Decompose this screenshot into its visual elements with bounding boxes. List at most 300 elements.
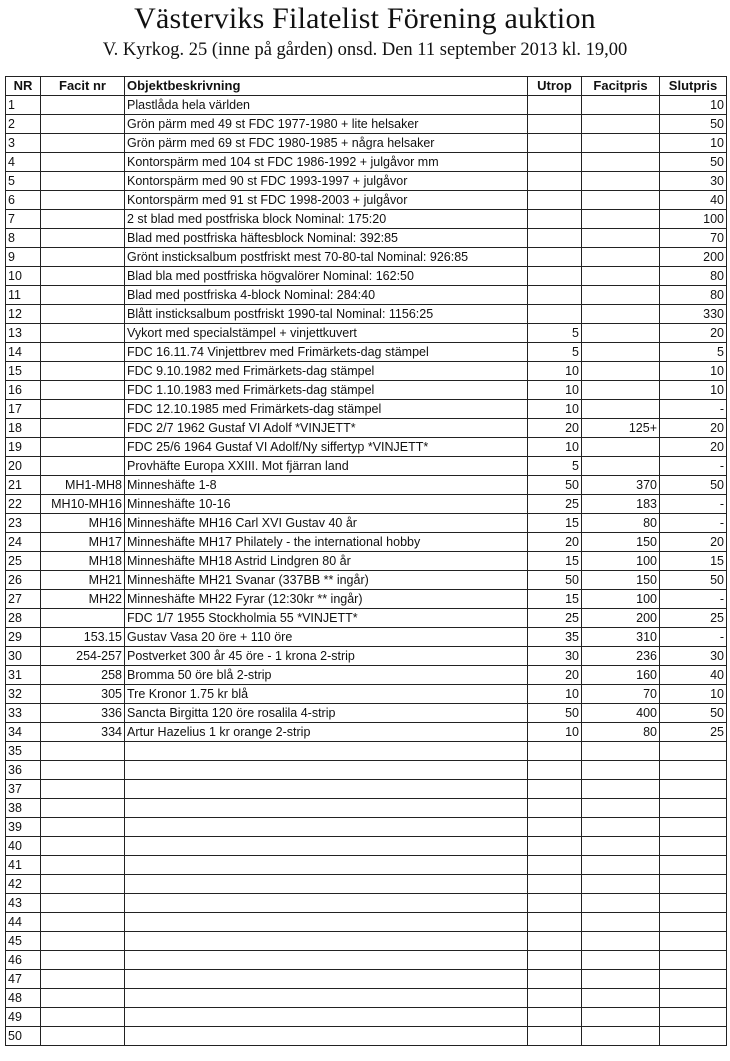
table-row — [6, 780, 727, 799]
cell-facitpris — [582, 799, 660, 818]
cell-objektbeskrivning: Tre Kronor 1.75 kr blå — [125, 685, 528, 704]
table-row — [6, 381, 727, 400]
cell-facitpris — [582, 362, 660, 381]
cell-utrop — [528, 951, 582, 970]
cell-slutpris — [660, 1008, 727, 1027]
cell-slutpris: - — [660, 495, 727, 514]
cell-objektbeskrivning — [125, 742, 528, 761]
cell-nr: 43 — [6, 894, 41, 913]
column-header-facit-nr: Facit nr — [41, 77, 125, 96]
cell-slutpris: 25 — [660, 609, 727, 628]
cell-facit-nr — [41, 419, 125, 438]
cell-utrop: 10 — [528, 362, 582, 381]
cell-slutpris: 80 — [660, 286, 727, 305]
cell-utrop — [528, 115, 582, 134]
cell-facitpris — [582, 742, 660, 761]
cell-facitpris — [582, 286, 660, 305]
cell-nr: 40 — [6, 837, 41, 856]
cell-utrop: 25 — [528, 495, 582, 514]
cell-objektbeskrivning: FDC 1/7 1955 Stockholmia 55 *VINJETT* — [125, 609, 528, 628]
cell-facitpris — [582, 172, 660, 191]
table-row — [6, 723, 727, 742]
cell-slutpris: 20 — [660, 438, 727, 457]
cell-nr: 6 — [6, 191, 41, 210]
table-row — [6, 628, 727, 647]
cell-nr: 31 — [6, 666, 41, 685]
cell-facitpris — [582, 1008, 660, 1027]
cell-facit-nr — [41, 438, 125, 457]
cell-slutpris: 5 — [660, 343, 727, 362]
cell-slutpris: 40 — [660, 666, 727, 685]
cell-slutpris: 330 — [660, 305, 727, 324]
table-row — [6, 685, 727, 704]
cell-facitpris — [582, 305, 660, 324]
cell-objektbeskrivning: Minneshäfte MH17 Philately - the international hobby — [125, 533, 528, 552]
cell-objektbeskrivning: Blad bla med postfriska högvalörer Nominal: 162:50 — [125, 267, 528, 286]
cell-nr: 3 — [6, 134, 41, 153]
cell-facit-nr: MH17 — [41, 533, 125, 552]
cell-facit-nr — [41, 305, 125, 324]
cell-objektbeskrivning: Minneshäfte MH21 Svanar (337BB ** ingår) — [125, 571, 528, 590]
cell-objektbeskrivning: Postverket 300 år 45 öre - 1 krona 2-strip — [125, 647, 528, 666]
cell-facit-nr — [41, 210, 125, 229]
cell-facitpris: 200 — [582, 609, 660, 628]
column-header-objektbeskrivning: Objektbeskrivning — [125, 77, 528, 96]
cell-nr: 50 — [6, 1027, 41, 1046]
cell-utrop — [528, 210, 582, 229]
cell-slutpris — [660, 989, 727, 1008]
cell-slutpris: 15 — [660, 552, 727, 571]
cell-facitpris — [582, 267, 660, 286]
cell-nr: 48 — [6, 989, 41, 1008]
cell-objektbeskrivning: FDC 1.10.1983 med Frimärkets-dag stämpel — [125, 381, 528, 400]
cell-facit-nr — [41, 761, 125, 780]
cell-objektbeskrivning — [125, 761, 528, 780]
cell-objektbeskrivning — [125, 837, 528, 856]
cell-objektbeskrivning — [125, 1027, 528, 1046]
cell-facit-nr — [41, 951, 125, 970]
cell-objektbeskrivning: Blad med postfriska 4-block Nominal: 284:40 — [125, 286, 528, 305]
cell-utrop: 20 — [528, 666, 582, 685]
cell-objektbeskrivning: Blått insticksalbum postfriskt 1990-tal Nominal: 1156:25 — [125, 305, 528, 324]
table-row — [6, 400, 727, 419]
column-header-slutpris: Slutpris — [660, 77, 727, 96]
cell-slutpris: 25 — [660, 723, 727, 742]
cell-facit-nr — [41, 818, 125, 837]
cell-facit-nr — [41, 932, 125, 951]
table-row — [6, 1027, 727, 1046]
cell-nr: 36 — [6, 761, 41, 780]
cell-nr: 26 — [6, 571, 41, 590]
cell-facitpris — [582, 780, 660, 799]
table-row — [6, 457, 727, 476]
table-row — [6, 514, 727, 533]
cell-utrop — [528, 742, 582, 761]
cell-objektbeskrivning: FDC 16.11.74 Vinjettbrev med Frimärkets-dag stämpel — [125, 343, 528, 362]
cell-facit-nr — [41, 343, 125, 362]
cell-facit-nr — [41, 457, 125, 476]
cell-slutpris: 10 — [660, 685, 727, 704]
cell-nr: 46 — [6, 951, 41, 970]
cell-objektbeskrivning: FDC 25/6 1964 Gustaf VI Adolf/Ny siffertyp *VINJETT* — [125, 438, 528, 457]
cell-facitpris — [582, 438, 660, 457]
document-subtitle: V. Kyrkog. 25 (inne på gården) onsd. Den 11 september 2013 kl. 19,00 — [102, 40, 628, 60]
cell-facit-nr — [41, 115, 125, 134]
cell-nr: 16 — [6, 381, 41, 400]
cell-facitpris — [582, 153, 660, 172]
cell-slutpris: 10 — [660, 96, 727, 115]
cell-utrop — [528, 780, 582, 799]
cell-facit-nr — [41, 248, 125, 267]
auction-table — [5, 76, 727, 1046]
column-header-facitpris: Facitpris — [582, 77, 660, 96]
cell-utrop — [528, 286, 582, 305]
cell-nr: 7 — [6, 210, 41, 229]
cell-nr: 37 — [6, 780, 41, 799]
cell-nr: 11 — [6, 286, 41, 305]
cell-slutpris: - — [660, 590, 727, 609]
cell-objektbeskrivning: Vykort med specialstämpel + vinjettkuvert — [125, 324, 528, 343]
cell-utrop — [528, 305, 582, 324]
cell-utrop: 20 — [528, 419, 582, 438]
cell-utrop — [528, 932, 582, 951]
cell-facit-nr — [41, 172, 125, 191]
cell-slutpris — [660, 761, 727, 780]
cell-nr: 42 — [6, 875, 41, 894]
cell-facit-nr — [41, 153, 125, 172]
cell-facitpris: 160 — [582, 666, 660, 685]
cell-objektbeskrivning — [125, 951, 528, 970]
cell-facitpris: 310 — [582, 628, 660, 647]
table-row — [6, 172, 727, 191]
cell-objektbeskrivning — [125, 1008, 528, 1027]
cell-nr: 19 — [6, 438, 41, 457]
cell-facitpris — [582, 115, 660, 134]
cell-facit-nr — [41, 742, 125, 761]
cell-nr: 12 — [6, 305, 41, 324]
cell-facit-nr — [41, 970, 125, 989]
table-row — [6, 552, 727, 571]
cell-facit-nr: MH1-MH8 — [41, 476, 125, 495]
cell-slutpris — [660, 780, 727, 799]
cell-slutpris: - — [660, 400, 727, 419]
table-row — [6, 875, 727, 894]
table-row — [6, 229, 727, 248]
cell-slutpris: - — [660, 457, 727, 476]
table-row — [6, 666, 727, 685]
cell-facit-nr — [41, 400, 125, 419]
cell-utrop — [528, 818, 582, 837]
table-row — [6, 609, 727, 628]
cell-utrop — [528, 96, 582, 115]
cell-slutpris: 50 — [660, 571, 727, 590]
cell-facitpris — [582, 191, 660, 210]
table-row — [6, 761, 727, 780]
cell-slutpris: 100 — [660, 210, 727, 229]
cell-objektbeskrivning: Kontorspärm med 91 st FDC 1998-2003 + julgåvor — [125, 191, 528, 210]
cell-nr: 24 — [6, 533, 41, 552]
cell-utrop: 15 — [528, 590, 582, 609]
cell-slutpris: 50 — [660, 115, 727, 134]
cell-objektbeskrivning — [125, 989, 528, 1008]
table-row — [6, 267, 727, 286]
cell-facitpris: 150 — [582, 571, 660, 590]
cell-facit-nr — [41, 609, 125, 628]
cell-slutpris: 200 — [660, 248, 727, 267]
cell-objektbeskrivning: Artur Hazelius 1 kr orange 2-strip — [125, 723, 528, 742]
cell-objektbeskrivning — [125, 894, 528, 913]
cell-facitpris — [582, 875, 660, 894]
cell-utrop — [528, 894, 582, 913]
cell-facit-nr — [41, 780, 125, 799]
cell-utrop: 35 — [528, 628, 582, 647]
cell-nr: 28 — [6, 609, 41, 628]
table-body — [6, 96, 727, 1046]
table-row — [6, 191, 727, 210]
cell-objektbeskrivning — [125, 818, 528, 837]
cell-slutpris — [660, 1027, 727, 1046]
cell-slutpris — [660, 951, 727, 970]
cell-facitpris: 370 — [582, 476, 660, 495]
cell-nr: 23 — [6, 514, 41, 533]
cell-slutpris: 80 — [660, 267, 727, 286]
cell-utrop: 5 — [528, 324, 582, 343]
cell-utrop — [528, 191, 582, 210]
cell-facit-nr: MH16 — [41, 514, 125, 533]
cell-utrop: 10 — [528, 723, 582, 742]
cell-utrop: 15 — [528, 552, 582, 571]
cell-nr: 34 — [6, 723, 41, 742]
cell-utrop — [528, 172, 582, 191]
table-row — [6, 970, 727, 989]
cell-facitpris — [582, 932, 660, 951]
cell-objektbeskrivning: Gustav Vasa 20 öre + 110 öre — [125, 628, 528, 647]
cell-nr: 10 — [6, 267, 41, 286]
cell-objektbeskrivning — [125, 780, 528, 799]
cell-slutpris: - — [660, 628, 727, 647]
cell-facitpris — [582, 96, 660, 115]
cell-utrop — [528, 856, 582, 875]
cell-facitpris: 236 — [582, 647, 660, 666]
cell-facit-nr: MH21 — [41, 571, 125, 590]
cell-facitpris: 100 — [582, 590, 660, 609]
cell-facitpris: 400 — [582, 704, 660, 723]
cell-objektbeskrivning: Bromma 50 öre blå 2-strip — [125, 666, 528, 685]
cell-nr: 29 — [6, 628, 41, 647]
cell-facitpris — [582, 1027, 660, 1046]
cell-facitpris — [582, 134, 660, 153]
cell-slutpris — [660, 856, 727, 875]
cell-facitpris: 100 — [582, 552, 660, 571]
cell-utrop: 50 — [528, 571, 582, 590]
cell-objektbeskrivning: Sancta Birgitta 120 öre rosalila 4-strip — [125, 704, 528, 723]
cell-facit-nr: 254-257 — [41, 647, 125, 666]
cell-facit-nr: MH22 — [41, 590, 125, 609]
table-row — [6, 989, 727, 1008]
cell-facit-nr: 334 — [41, 723, 125, 742]
table-row — [6, 571, 727, 590]
cell-nr: 39 — [6, 818, 41, 837]
cell-objektbeskrivning — [125, 799, 528, 818]
cell-nr: 1 — [6, 96, 41, 115]
cell-nr: 5 — [6, 172, 41, 191]
cell-facitpris — [582, 324, 660, 343]
cell-objektbeskrivning — [125, 932, 528, 951]
cell-utrop — [528, 134, 582, 153]
cell-utrop: 5 — [528, 457, 582, 476]
cell-facitpris: 125+ — [582, 419, 660, 438]
cell-facit-nr: 258 — [41, 666, 125, 685]
cell-objektbeskrivning: Minneshäfte MH22 Fyrar (12:30kr ** ingår) — [125, 590, 528, 609]
cell-slutpris: 20 — [660, 533, 727, 552]
cell-facitpris — [582, 894, 660, 913]
table-row — [6, 742, 727, 761]
table-row — [6, 495, 727, 514]
cell-facitpris — [582, 856, 660, 875]
cell-slutpris — [660, 875, 727, 894]
cell-slutpris — [660, 818, 727, 837]
cell-slutpris: 20 — [660, 419, 727, 438]
cell-objektbeskrivning: FDC 9.10.1982 med Frimärkets-dag stämpel — [125, 362, 528, 381]
cell-nr: 25 — [6, 552, 41, 571]
table-row — [6, 134, 727, 153]
cell-facit-nr: MH18 — [41, 552, 125, 571]
cell-slutpris: 50 — [660, 476, 727, 495]
table-row — [6, 894, 727, 913]
table-row — [6, 1008, 727, 1027]
cell-facitpris — [582, 210, 660, 229]
cell-utrop — [528, 153, 582, 172]
cell-utrop: 25 — [528, 609, 582, 628]
table-row — [6, 704, 727, 723]
cell-objektbeskrivning — [125, 913, 528, 932]
cell-facitpris: 80 — [582, 723, 660, 742]
cell-slutpris — [660, 894, 727, 913]
cell-slutpris — [660, 932, 727, 951]
cell-slutpris: 10 — [660, 362, 727, 381]
cell-facit-nr — [41, 96, 125, 115]
table-row — [6, 932, 727, 951]
table-row — [6, 533, 727, 552]
cell-facit-nr — [41, 229, 125, 248]
cell-objektbeskrivning — [125, 856, 528, 875]
cell-objektbeskrivning: Kontorspärm med 104 st FDC 1986-1992 + julgåvor mm — [125, 153, 528, 172]
cell-nr: 22 — [6, 495, 41, 514]
table-row — [6, 837, 727, 856]
cell-nr: 2 — [6, 115, 41, 134]
cell-nr: 15 — [6, 362, 41, 381]
cell-objektbeskrivning: FDC 12.10.1985 med Frimärkets-dag stämpel — [125, 400, 528, 419]
cell-facit-nr — [41, 191, 125, 210]
cell-slutpris: - — [660, 514, 727, 533]
cell-facit-nr: 153.15 — [41, 628, 125, 647]
cell-facitpris — [582, 837, 660, 856]
cell-facitpris — [582, 457, 660, 476]
cell-utrop — [528, 875, 582, 894]
cell-nr: 44 — [6, 913, 41, 932]
cell-utrop — [528, 761, 582, 780]
cell-facit-nr — [41, 324, 125, 343]
cell-facit-nr: 305 — [41, 685, 125, 704]
cell-facit-nr — [41, 267, 125, 286]
cell-facitpris — [582, 381, 660, 400]
cell-objektbeskrivning: Kontorspärm med 90 st FDC 1993-1997 + julgåvor — [125, 172, 528, 191]
cell-facit-nr — [41, 913, 125, 932]
table-row — [6, 343, 727, 362]
cell-nr: 21 — [6, 476, 41, 495]
cell-nr: 47 — [6, 970, 41, 989]
cell-utrop — [528, 1027, 582, 1046]
table-row — [6, 951, 727, 970]
cell-slutpris: 40 — [660, 191, 727, 210]
cell-slutpris: 10 — [660, 381, 727, 400]
cell-facit-nr — [41, 799, 125, 818]
table-row — [6, 438, 727, 457]
cell-objektbeskrivning: Minneshäfte MH18 Astrid Lindgren 80 år — [125, 552, 528, 571]
cell-slutpris: 50 — [660, 153, 727, 172]
cell-slutpris — [660, 837, 727, 856]
table-row — [6, 799, 727, 818]
cell-nr: 20 — [6, 457, 41, 476]
cell-facit-nr — [41, 134, 125, 153]
table-row — [6, 476, 727, 495]
cell-utrop — [528, 229, 582, 248]
cell-utrop: 10 — [528, 438, 582, 457]
cell-utrop: 5 — [528, 343, 582, 362]
cell-utrop: 10 — [528, 685, 582, 704]
cell-utrop — [528, 970, 582, 989]
cell-facitpris: 150 — [582, 533, 660, 552]
table-row — [6, 96, 727, 115]
cell-facitpris — [582, 400, 660, 419]
cell-objektbeskrivning: Plastlåda hela världen — [125, 96, 528, 115]
cell-nr: 30 — [6, 647, 41, 666]
cell-slutpris — [660, 913, 727, 932]
cell-objektbeskrivning: 2 st blad med postfriska block Nominal: 175:20 — [125, 210, 528, 229]
cell-utrop — [528, 913, 582, 932]
cell-facitpris — [582, 248, 660, 267]
cell-slutpris — [660, 799, 727, 818]
cell-objektbeskrivning — [125, 875, 528, 894]
cell-facitpris — [582, 343, 660, 362]
cell-objektbeskrivning: Grön pärm med 69 st FDC 1980-1985 + några helsaker — [125, 134, 528, 153]
cell-utrop — [528, 267, 582, 286]
cell-facitpris — [582, 818, 660, 837]
cell-facit-nr — [41, 875, 125, 894]
cell-facit-nr — [41, 381, 125, 400]
cell-facit-nr — [41, 837, 125, 856]
cell-slutpris: 70 — [660, 229, 727, 248]
cell-facit-nr — [41, 1027, 125, 1046]
cell-utrop — [528, 248, 582, 267]
cell-facit-nr — [41, 362, 125, 381]
cell-slutpris: 50 — [660, 704, 727, 723]
cell-slutpris: 30 — [660, 647, 727, 666]
cell-facitpris — [582, 761, 660, 780]
cell-objektbeskrivning: Minneshäfte 10-16 — [125, 495, 528, 514]
cell-nr: 4 — [6, 153, 41, 172]
cell-nr: 13 — [6, 324, 41, 343]
cell-nr: 33 — [6, 704, 41, 723]
cell-utrop: 10 — [528, 381, 582, 400]
cell-objektbeskrivning: Grön pärm med 49 st FDC 1977-1980 + lite helsaker — [125, 115, 528, 134]
cell-facitpris — [582, 989, 660, 1008]
table-row — [6, 818, 727, 837]
cell-nr: 45 — [6, 932, 41, 951]
table-row — [6, 419, 727, 438]
cell-utrop: 10 — [528, 400, 582, 419]
column-header-utrop: Utrop — [528, 77, 582, 96]
